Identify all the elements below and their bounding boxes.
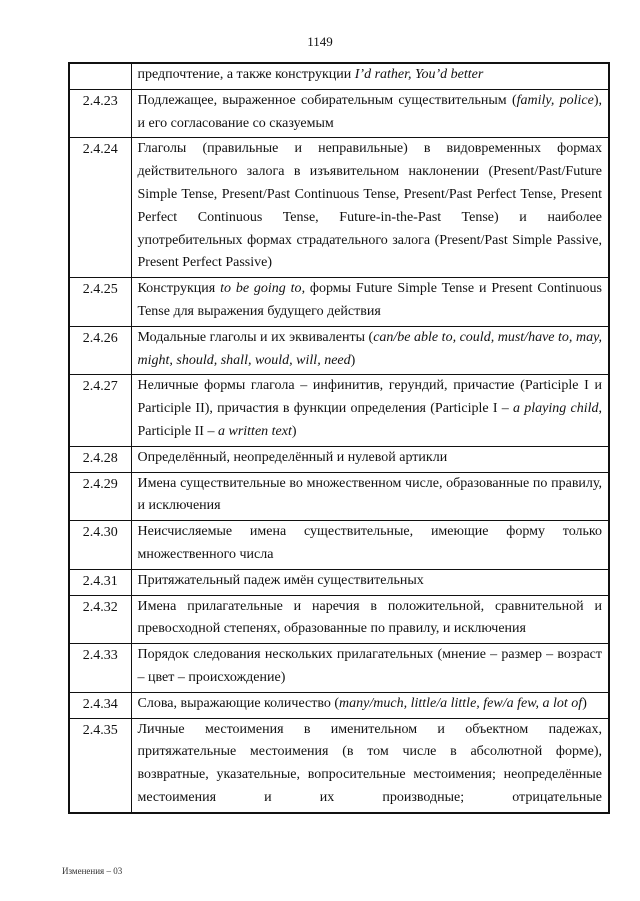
section-description — [131, 472, 609, 521]
section-description — [131, 446, 609, 472]
table-row — [69, 472, 609, 521]
table-row — [69, 89, 609, 138]
section-code: 2.4.23 — [69, 89, 131, 138]
table-row — [69, 692, 609, 718]
italic-example-text: a playing child — [513, 401, 599, 417]
page-number: 1149 — [307, 34, 333, 49]
table-row — [69, 569, 609, 595]
italic-example-text: family, police — [516, 92, 594, 108]
table-row — [69, 718, 609, 813]
table-row — [69, 278, 609, 327]
description-text: Глаголы (правильные и неправильные) в видовременных формах действительного залога в изъявительном наклонении (Present/Past/Future Simple Tense, Present/Past Continuous Tense, Present/Past Perfect Tense, Present Perfect Continuous Tense, Future-in-the-Past Tense) и наиболее употребительных формах страдательного залога (Present/Past Simple Passive, Present Perfect Passive) — [137, 141, 602, 271]
description-text: Модальные глаголы и их эквиваленты ( — [137, 329, 374, 345]
description-text: Притяжательный падеж имён существительных — [137, 572, 424, 588]
description-text: Имена существительные во множественном числе, образованные по правилу, и исключения — [137, 475, 602, 514]
description-text: предпочтение, а также конструкции — [137, 67, 355, 82]
italic-example-text: I’d rather, You’d better — [354, 67, 484, 82]
description-text: Порядок следования нескольких прилагательных (мнение – размер – возраст – цвет – происхождение) — [137, 647, 602, 685]
section-description — [131, 63, 609, 89]
section-code: 2.4.28 — [69, 446, 131, 472]
section-code: 2.4.25 — [69, 278, 131, 327]
section-code — [69, 63, 131, 89]
description-text: Личные местоимения в именительном и объектном падежах, притяжательные местоимения (в том числе в абсолютной форме), возвратные, указательные, вопросительные местоимения; неопределённые местоимения и их производные; отрицательные — [137, 721, 602, 805]
table-row — [69, 326, 609, 375]
description-text: ) — [350, 352, 356, 368]
description-text: Конструкция — [137, 281, 221, 297]
description-text: , Participle II – — [137, 401, 602, 439]
description-text: Неисчисляемые имена существительные, имеющие форму только множественного числа — [137, 524, 602, 562]
table-body — [69, 63, 609, 813]
description-text: Подлежащее, выраженное собирательным существительным ( — [137, 92, 517, 108]
section-code: 2.4.33 — [69, 644, 131, 693]
italic-example-text: many/much, little/a little, few/a few, a lot of — [339, 695, 583, 711]
curriculum-table — [68, 62, 610, 814]
footer-revision-note: Изменения – 03 — [62, 866, 123, 876]
italic-example-text: can/be able to, could, must/have to, may, might, should, shall, would, will, need — [137, 329, 603, 368]
section-code: 2.4.29 — [69, 472, 131, 521]
italic-example-text: a written text — [217, 423, 292, 439]
section-description — [131, 595, 609, 644]
section-code: 2.4.27 — [69, 375, 131, 446]
description-text: Определённый, неопределённый и нулевой артикли — [137, 449, 448, 465]
section-description — [131, 326, 609, 375]
table-row — [69, 138, 609, 278]
table-row — [69, 446, 609, 472]
table-row — [69, 63, 609, 89]
table-row — [69, 521, 609, 570]
section-description — [131, 521, 609, 570]
section-description — [131, 718, 609, 813]
section-code: 2.4.30 — [69, 521, 131, 570]
table-row — [69, 595, 609, 644]
table-row — [69, 375, 609, 446]
description-text: ), и его согласование со сказуемым — [137, 92, 603, 131]
description-text: Имена прилагательные и наречия в положительной, сравнительной и превосходной степенях, образованные по правилу, и исключения — [137, 598, 602, 637]
description-text: Слова, выражающие количество ( — [137, 695, 340, 711]
section-description — [131, 375, 609, 446]
section-code: 2.4.26 — [69, 326, 131, 375]
section-code: 2.4.31 — [69, 569, 131, 595]
section-description — [131, 569, 609, 595]
description-text: Неличные формы глагола – инфинитив, герундий, причастие (Participle I и Participle II), причастия в функции определения (Participle I – — [137, 378, 602, 417]
section-code: 2.4.24 — [69, 138, 131, 278]
section-description — [131, 278, 609, 327]
section-description — [131, 692, 609, 718]
section-description — [131, 644, 609, 693]
description-text: , формы Future Simple Tense и Present Continuous Tense для выражения будущего действия — [137, 281, 602, 319]
section-description — [131, 89, 609, 138]
section-code: 2.4.32 — [69, 595, 131, 644]
table-row — [69, 644, 609, 693]
italic-example-text: to be going to — [220, 281, 302, 297]
section-description — [131, 138, 609, 278]
section-code: 2.4.35 — [69, 718, 131, 813]
description-text: ) — [582, 695, 587, 711]
section-code: 2.4.34 — [69, 692, 131, 718]
description-text: ) — [291, 423, 297, 439]
